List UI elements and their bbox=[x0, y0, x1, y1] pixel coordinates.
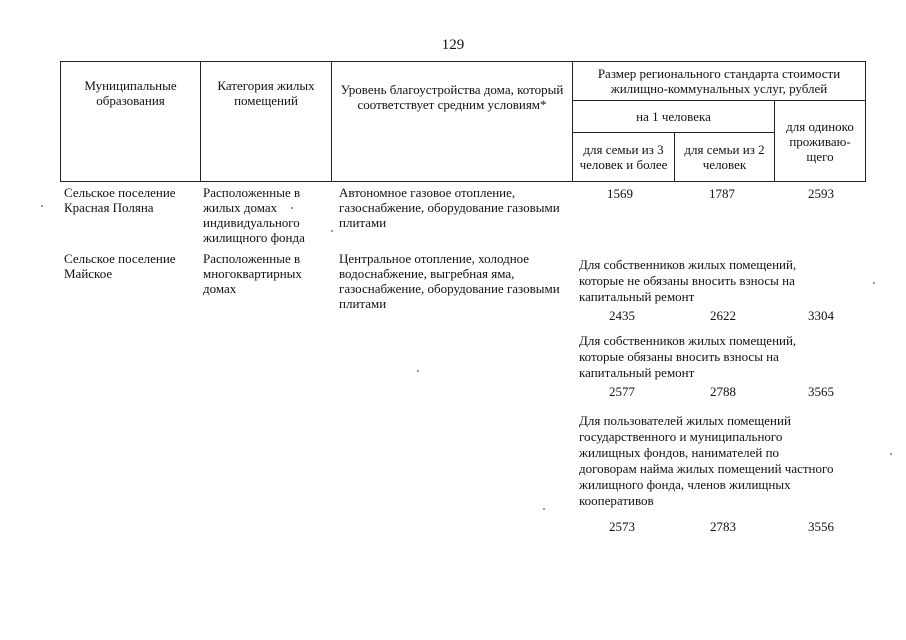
group1-value-single: 3304 bbox=[808, 308, 834, 323]
group1-value-family3: 2435 bbox=[609, 308, 635, 323]
row1-value-family2: 1787 bbox=[709, 186, 735, 201]
row2-category: Расположенные в многоквартирных домах bbox=[203, 251, 302, 296]
row1-value-single: 2593 bbox=[808, 186, 834, 201]
header-improvement-level bbox=[331, 61, 573, 182]
scan-speck bbox=[41, 205, 43, 207]
group3-value-family2: 2783 bbox=[710, 519, 736, 534]
scan-speck bbox=[331, 230, 333, 232]
row1-municipality: Сельское поселение Красная Поляна bbox=[64, 185, 176, 215]
header-single bbox=[774, 100, 866, 182]
header-per-person bbox=[572, 100, 775, 133]
group1-note: Для собственников жилых помещений, которые не обязаны вносить взносы на капитальный ремонт bbox=[579, 257, 797, 304]
row1-value-family3: 1569 bbox=[607, 186, 633, 201]
group1-value-family2: 2622 bbox=[710, 308, 736, 323]
group2-value-family2: 2788 bbox=[710, 384, 736, 399]
scan-speck bbox=[417, 370, 419, 372]
header-municipalities bbox=[60, 61, 201, 182]
header-category-label: Категория жилых помещений bbox=[217, 78, 315, 108]
page-number: 129 bbox=[441, 37, 465, 53]
header-family2-label: для семьи из 2 человек bbox=[684, 142, 765, 172]
scan-speck bbox=[873, 282, 875, 284]
header-per-person-label: на 1 человека bbox=[636, 109, 711, 124]
group2-value-single: 3565 bbox=[808, 384, 834, 399]
row2-municipality: Сельское поселение Майское bbox=[64, 251, 176, 281]
header-standard-size-label: Размер регионального стандарта стоимости жилищно-коммунальных услуг, рублей bbox=[597, 66, 841, 96]
header-family2 bbox=[674, 132, 775, 182]
group3-note: Для пользователей жилых помещений государственного и муниципального жилищных фондов, нанимателей по договорам найма жилых помещений частного жилищного фонда, членов жилищных кооперативов bbox=[579, 413, 834, 508]
header-single-label: для одиноко проживаю-щего bbox=[786, 118, 854, 164]
header-family3-label: для семьи из 3 человек и более bbox=[579, 142, 668, 172]
header-improvement-level-label: Уровень благоустройства дома, который соответствует средним условиям* bbox=[340, 82, 564, 112]
row1-category: Расположенные в жилых домах индивидуального жилищного фонда bbox=[203, 185, 305, 245]
group2-value-family3: 2577 bbox=[609, 384, 635, 399]
header-standard-size bbox=[572, 61, 866, 101]
group3-value-single: 3556 bbox=[808, 519, 834, 534]
scan-speck bbox=[890, 453, 892, 455]
group3-value-family3: 2573 bbox=[609, 519, 635, 534]
group2-note: Для собственников жилых помещений, которые обязаны вносить взносы на капитальный ремонт bbox=[579, 333, 797, 380]
scan-speck bbox=[543, 508, 545, 510]
scan-speck bbox=[291, 207, 293, 209]
row2-level: Центральное отопление, холодное водоснабжение, выгребная яма, газоснабжение, оборудование газовыми плитами bbox=[339, 251, 560, 311]
header-category bbox=[200, 61, 332, 182]
row1-level: Автономное газовое отопление, газоснабжение, оборудование газовыми плитами bbox=[339, 185, 560, 230]
header-municipalities-label: Муниципальные образования bbox=[84, 78, 177, 108]
header-family3 bbox=[572, 132, 675, 182]
